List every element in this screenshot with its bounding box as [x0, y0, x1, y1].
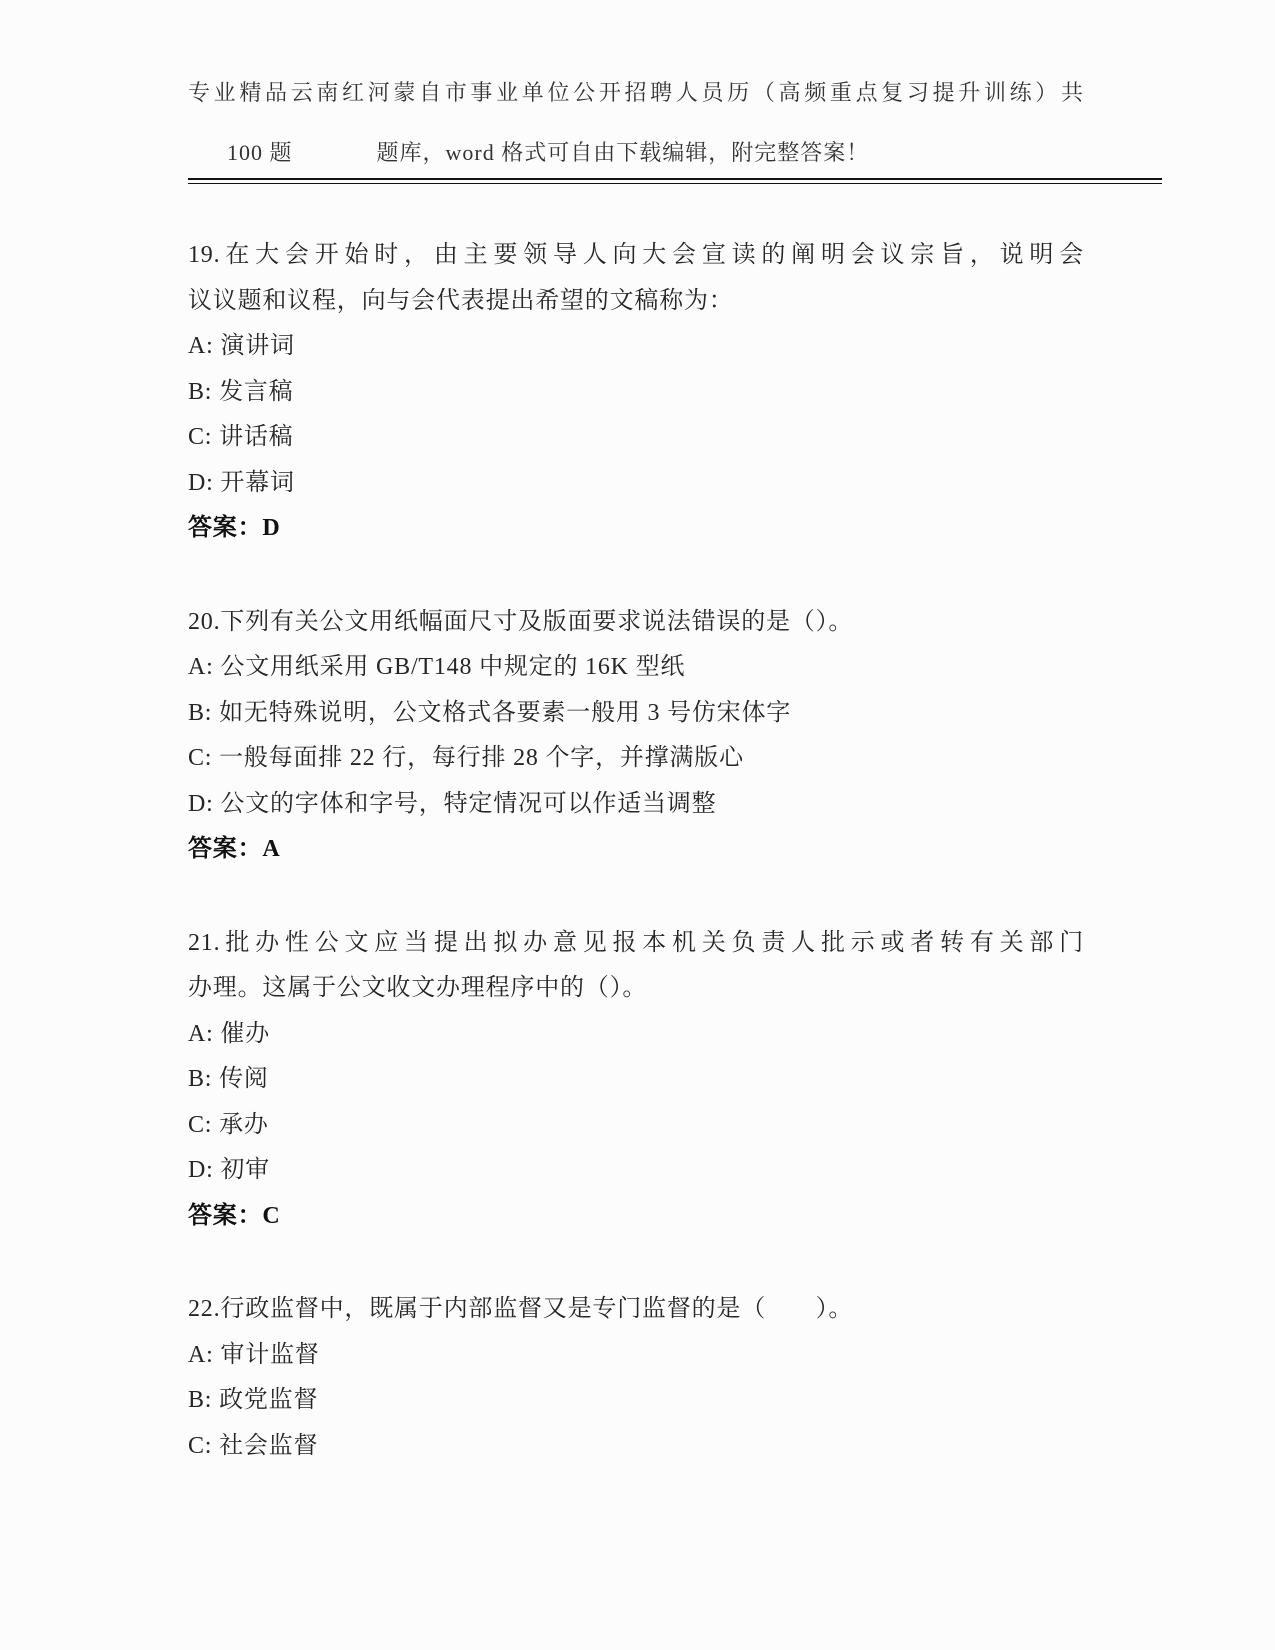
question-text-line: 21.批办性公文应当提出拟办意见报本机关负责人批示或者转有关部门: [188, 929, 1084, 956]
answer-line: 答案：A: [188, 836, 281, 862]
option-line: C: 承办: [188, 1111, 269, 1138]
answer-line: 答案：C: [188, 1202, 281, 1229]
question-block: [188, 600, 1084, 873]
option-line: B: 如无特殊说明，公文格式各要素一般用 3 号仿宋体字: [188, 699, 792, 726]
document-header: [188, 77, 1084, 165]
option-line: B: 传阅: [188, 1066, 269, 1092]
option-line: B: 政党监督: [188, 1387, 319, 1413]
option-line: A: 公文用纸采用 GB/T148 中规定的 16K 型纸: [188, 654, 686, 680]
option-line: C: 社会监督: [188, 1432, 319, 1459]
question-text-line: 22.行政监督中，既属于内部监督又是专门监督的是（ ）。: [188, 1296, 854, 1322]
question-block: [188, 921, 1084, 1240]
option-line: D: 初审: [188, 1157, 270, 1183]
option-line: C: 一般每面排 22 行，每行排 28 个字，并撑满版心: [188, 745, 744, 771]
question-text-line: 20.下列有关公文用纸幅面尺寸及版面要求说法错误的是（）。: [188, 608, 854, 635]
option-line: D: 公文的字体和字号，特定情况可以作适当调整: [188, 790, 717, 817]
header-title-line1: 专业精品云南红河蒙自市事业单位公开招聘人员历（高频重点复习提升训练）共: [188, 80, 1084, 105]
option-line: D: 开幕词: [188, 469, 295, 496]
question-block: [188, 1287, 1084, 1469]
option-line: C: 讲话稿: [188, 424, 294, 450]
question-block: [188, 233, 1084, 552]
option-line: A: 演讲词: [188, 333, 295, 359]
header-subtitle: 题库，word 格式可自由下载编辑，附完整答案！: [376, 140, 870, 165]
question-list: [188, 233, 1084, 1517]
question-text-line: 办理。这属于公文收文办理程序中的（）。: [188, 975, 648, 1001]
question-text-line: 议议题和议程，向与会代表提出希望的文稿称为：: [188, 287, 734, 314]
header-title-line2: [188, 108, 1084, 165]
option-line: A: 催办: [188, 1020, 270, 1047]
header-question-count: 100 题: [227, 140, 293, 165]
header-rule: [188, 178, 1162, 184]
option-line: A: 审计监督: [188, 1341, 320, 1368]
question-text-line: 19.在大会开始时，由主要领导人向大会宣读的阐明会议宗旨，说明会: [188, 242, 1084, 268]
option-line: B: 发言稿: [188, 378, 294, 405]
answer-line: 答案：D: [188, 515, 281, 541]
